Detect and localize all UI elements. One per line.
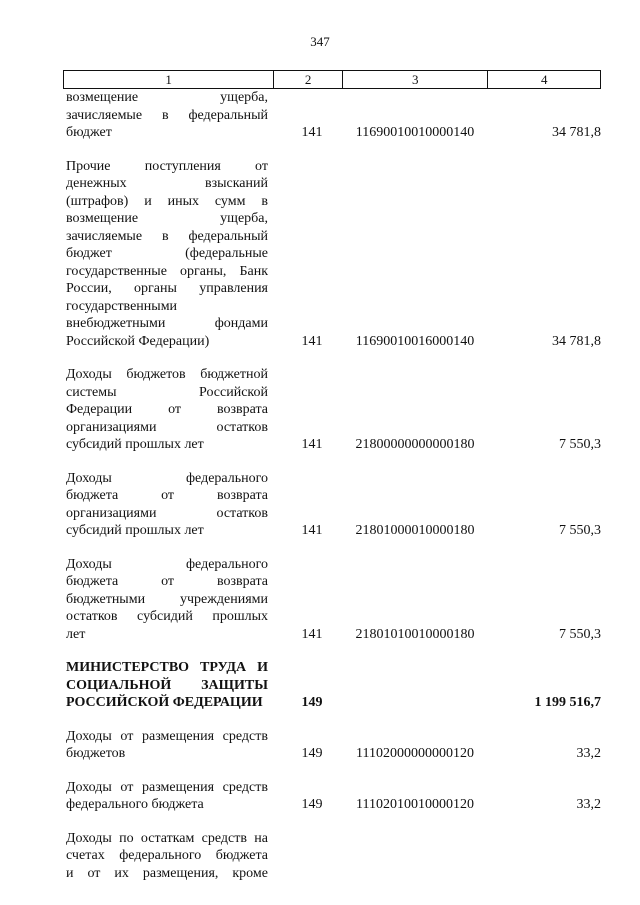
table-row [0,830,640,883]
row-amount: 7 550,3 [559,437,601,452]
row-gap [0,814,640,830]
table-row [0,366,640,454]
row-name-line: организациями остатков [66,419,268,435]
row-admin-code: 149 [301,746,323,761]
table-body [0,89,640,882]
row-gap [0,712,640,728]
row-amount: 34 781,8 [552,125,601,140]
row-name-line: бюджета от возврата [66,488,268,503]
row-name-line: государственные органы, Банк [66,263,268,279]
row-budget-code: 11690010016000140 [355,333,475,349]
row-amount: 7 550,3 [559,626,601,642]
header-col-3: 3 [343,71,488,88]
row-name-line: Доходы бюджетов бюджетной [66,367,268,382]
row-name [66,659,268,712]
table-row [0,728,640,763]
row-name-line: возмещение ущерба, [66,211,268,226]
row-name-line: федерального бюджета [66,797,204,812]
row-name-line: Доходы от размещения средств [66,779,268,795]
header-col-4: 4 [540,71,548,87]
row-amount: 1 199 516,7 [534,695,601,710]
row-name [66,779,268,814]
row-gap [0,454,640,470]
header-col-2: 2 [274,71,343,88]
row-name-line: зачисляемые в федеральный [66,107,268,123]
row-gap [0,142,640,158]
row-name-line: Доходы федерального [66,470,268,486]
table-row [0,89,640,142]
row-name [66,728,268,763]
table-row [0,779,640,814]
row-name-line: РОССИЙСКОЙ ФЕДЕРАЦИИ [66,695,263,710]
row-name [66,366,268,454]
row-name-line: Доходы по остаткам средств на [66,830,268,846]
row-name-line: организациями остатков [66,505,268,521]
row-name [66,830,268,883]
row-name-line: бюджета от возврата [66,574,268,589]
row-admin-code: 149 [301,695,323,710]
row-budget-code: 21800000000000180 [355,437,475,452]
row-name-line: счетах федерального бюджета [66,848,268,863]
row-name-line: Доходы федерального [66,556,268,572]
row-amount: 34 781,8 [552,333,601,349]
row-amount: 33,2 [576,797,601,812]
row-name-line: бюджетов [66,746,126,761]
row-name-line: системы Российской [66,384,268,400]
row-name-line: Доходы от размещения средств [66,728,268,744]
row-budget-code: 21801010010000180 [355,626,475,642]
row-name [66,89,268,142]
row-amount: 33,2 [576,746,601,761]
header-col-1: 1 [64,71,274,88]
row-name-line: лет [66,626,86,642]
row-name [66,556,268,644]
row-name [66,158,268,351]
row-name-line: и от их размещения, кроме [66,865,268,881]
table-row [0,659,640,712]
row-name-line: остатков субсидий прошлых [66,609,268,624]
row-gap [0,643,640,659]
row-amount: 7 550,3 [559,523,601,538]
row-name-line: (штрафов) и иных сумм в [66,193,268,209]
row-gap [0,540,640,556]
row-name-line: Прочие поступления от [66,158,268,174]
row-name-line: СОЦИАЛЬНОЙ ЗАЩИТЫ [66,677,268,693]
row-gap [0,763,640,779]
row-name-line: субсидий прошлых лет [66,523,204,538]
row-name-line: бюджет (федеральные [66,246,268,261]
row-name [66,470,268,540]
row-admin-code: 149 [301,797,323,812]
row-name-line: Российской Федерации) [66,333,210,349]
row-name-line: Федерации от возврата [66,402,268,417]
row-budget-code: 11690010010000140 [355,125,475,140]
table-row [0,158,640,351]
row-name-line: денежных взысканий [66,176,268,191]
table-row [0,470,640,540]
row-name-line: субсидий прошлых лет [66,437,204,452]
row-budget-code: 21801000010000180 [355,523,475,538]
row-name-line: бюджет [66,125,112,140]
table-row [0,556,640,644]
row-name-line: бюджетными учреждениями [66,591,268,607]
row-admin-code: 141 [301,437,323,452]
row-name-line: внебюджетными фондами [66,316,268,331]
row-name-line: государственными [66,298,178,314]
row-admin-code: 141 [301,125,323,140]
row-budget-code: 11102010010000120 [356,797,474,812]
row-admin-code: 141 [301,523,323,538]
page-number: 347 [310,34,330,49]
row-name-line: России, органы управления [66,281,268,296]
table-header [63,70,601,89]
row-name-line: зачисляемые в федеральный [66,228,268,244]
row-admin-code: 141 [301,626,323,642]
row-budget-code: 11102000000000120 [356,746,474,761]
row-gap [0,350,640,366]
row-admin-code: 141 [301,333,323,349]
row-name-line: возмещение ущерба, [66,90,268,105]
row-name-line: МИНИСТЕРСТВО ТРУДА И [66,660,268,675]
